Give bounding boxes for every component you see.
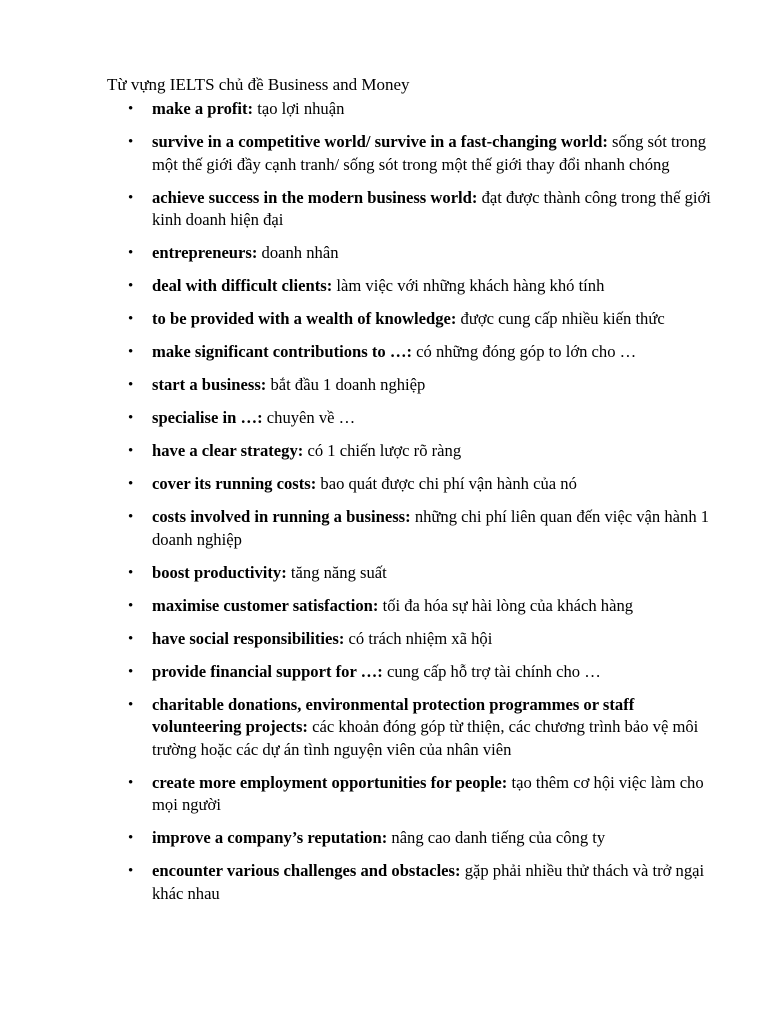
document-title: Từ vựng IELTS chủ đề Business and Money [107, 75, 410, 94]
vocab-term: deal with difficult clients: [152, 276, 333, 295]
list-item [107, 341, 712, 364]
vocab-term: costs involved in running a business: [152, 507, 411, 526]
vocab-term: provide financial support for …: [152, 661, 383, 681]
bullet-icon: • [128, 830, 134, 846]
vocab-term: to be provided with a wealth of knowledge: [152, 309, 457, 328]
list-item [107, 407, 712, 430]
list-item [107, 628, 712, 651]
vocab-term: entrepreneurs: [152, 243, 258, 262]
bullet-icon: • [128, 696, 134, 713]
bullet-icon: • [128, 410, 134, 426]
vocab-term: make a profit: [152, 99, 254, 118]
vocab-meaning: sống sót trong một thế giới đầy cạnh tranh/ sống sót trong một thế giới thay đổi nhanh chóng [152, 132, 707, 174]
bullet-icon: • [128, 663, 134, 680]
vocab-term: make significant contributions to …: [152, 342, 412, 361]
list-item [107, 131, 712, 176]
bullet-icon: • [128, 597, 134, 614]
vocab-term: survive in a competitive world/ survive in a fast-changing world: [152, 132, 608, 151]
list-item [107, 595, 712, 618]
list-item [107, 860, 712, 905]
list-item [107, 506, 712, 551]
vocab-term: maximise customer satisfaction: [152, 595, 379, 615]
bullet-icon: • [128, 863, 134, 879]
bullet-icon: • [128, 278, 134, 294]
bullet-icon: • [128, 311, 134, 327]
vocab-meaning: tạo lợi nhuận [257, 99, 345, 118]
vocab-term: achieve success in the modern business world: [152, 187, 478, 207]
list-item [107, 187, 712, 232]
vocab-term: have a clear strategy: [152, 441, 304, 460]
vocab-term: have social responsibilities: [152, 628, 345, 648]
list-item [107, 308, 712, 331]
bullet-icon: • [128, 564, 134, 581]
vocab-meaning: làm việc với những khách hàng khó tính [336, 276, 605, 295]
bullet-icon: • [128, 377, 134, 393]
list-item [107, 242, 712, 265]
list-item [107, 694, 712, 762]
bullet-icon: • [128, 134, 134, 150]
vocab-term: start a business: [152, 375, 267, 394]
list-item [107, 440, 712, 463]
list-item [107, 827, 712, 850]
list-item [107, 275, 712, 298]
vocab-term: improve a company’s reputation: [152, 828, 388, 847]
vocab-meaning: tối đa hóa sự hài lòng của khách hàng [382, 595, 634, 615]
vocab-term: create more employment opportunities for people: [152, 772, 508, 792]
vocab-meaning: có trách nhiệm xã hội [348, 628, 493, 648]
bullet-icon: • [128, 476, 134, 492]
vocab-meaning: bao quát được chi phí vận hành của nó [320, 474, 577, 493]
list-item [107, 98, 712, 121]
list-item [107, 562, 712, 585]
vocab-meaning: chuyên về … [266, 408, 356, 427]
vocab-meaning: các khoản đóng góp từ thiện, các chương trình bảo vệ môi trường hoặc các dự án tình nguyện viên của nhân viên [152, 717, 699, 759]
list-item [107, 473, 712, 496]
vocab-meaning: có 1 chiến lược rõ ràng [307, 441, 462, 460]
bullet-icon: • [128, 630, 134, 647]
vocab-meaning: có những đóng góp to lớn cho … [416, 342, 637, 361]
vocab-meaning: nâng cao danh tiếng của công ty [391, 828, 606, 847]
vocab-meaning: tạo thêm cơ hội việc làm cho mọi người [152, 772, 704, 814]
vocab-term: cover its running costs: [152, 474, 317, 493]
list-item [107, 772, 712, 817]
vocab-meaning: đạt được thành công trong thế giới kinh doanh hiện đại [152, 187, 711, 229]
vocab-meaning: được cung cấp nhiều kiến thức [460, 309, 665, 328]
bullet-icon: • [128, 443, 134, 459]
list-item [107, 661, 712, 684]
vocab-term: charitable donations, environmental protection programmes or staff volunteering projects: [152, 694, 635, 736]
vocab-meaning: gặp phải nhiều thử thách và trở ngại khác nhau [152, 861, 705, 903]
vocab-term: specialise in …: [152, 408, 263, 427]
vocab-meaning: tăng năng suất [290, 562, 387, 582]
vocab-term: encounter various challenges and obstacles: [152, 861, 461, 880]
vocabulary-list [107, 98, 711, 905]
vocab-meaning: doanh nhân [261, 243, 339, 262]
bullet-icon: • [128, 344, 134, 360]
vocab-meaning: bắt đầu 1 doanh nghiệp [270, 375, 426, 394]
vocab-term: boost productivity: [152, 562, 287, 582]
vocab-meaning: những chi phí liên quan đến việc vận hành 1 doanh nghiệp [152, 507, 710, 549]
list-item [107, 374, 712, 397]
bullet-icon: • [128, 101, 134, 117]
vocab-meaning: cung cấp hỗ trợ tài chính cho … [386, 661, 601, 681]
bullet-icon: • [128, 774, 134, 791]
bullet-icon: • [128, 509, 134, 525]
bullet-icon: • [128, 245, 134, 261]
bullet-icon: • [128, 189, 134, 206]
